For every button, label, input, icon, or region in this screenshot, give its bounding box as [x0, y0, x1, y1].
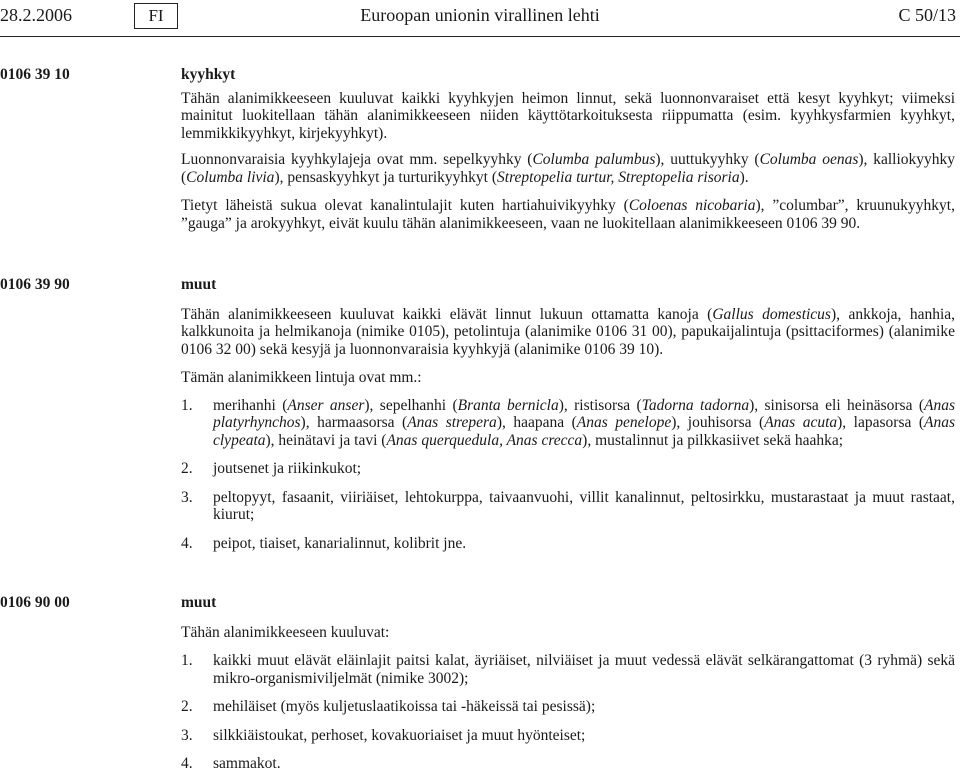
section-body [181, 276, 955, 552]
section-body [181, 594, 955, 773]
journal-title: Euroopan unionin virallinen lehti [360, 5, 600, 25]
page-number: C 50/13 [898, 5, 956, 25]
section-body [181, 66, 955, 232]
list-item: 1. kaikki muut elävät eläinlajit paitsi kalat, äyriäiset, nilviäiset ja muut vedessä elävät selkärangattomat (3 ryhmä) sekä mikro-organismiviljelmät (nimike 3002); [181, 652, 955, 687]
header-date: 28.2.2006 [0, 5, 72, 25]
list-item: 3. peltopyyt, fasaanit, viiriäiset, lehtokurppa, taivaanvuohi, villit kanalinnut, peltosirkku, mustarastaat ja muut rastaat, kiurut; [181, 488, 955, 523]
section-heading: muut [181, 276, 217, 293]
section-code: 0106 39 90 [0, 276, 70, 293]
paragraph: Luonnonvaraisia kyyhkylajeja ovat mm. sepelkyyhky (Columba palumbus), uuttukyyhky (Columba oenas), kalliokyyhky (Columba livia), pensaskyyhkyt ja turturikyyhkyt (Streptopelia turtur, Streptopelia risoria). [181, 151, 956, 186]
paragraph: Tietyt läheistä sukua olevat kanalintulajit kuten hartiahuivikyyhky (Coloenas nicobaria), ”columbar”, kruunukyyhkyt, ”gauga” ja arokyyhkyt, eivät kuulu tähän alanimikkeeseen, vaan ne luokitellaan alanimikkeeseen 0106 39 90. [181, 197, 955, 232]
list-item: 1. merihanhi (Anser anser), sepelhanhi (Branta bernicla), ristisorsa (Tadorna tadorna), sinisorsa eli heinäsorsa (Anas platyrhynchos), harmaasorsa (Anas strepera), haapana (Anas penelope), jouhisorsa (Anas acuta), lapasorsa (Anas clypeata), heinätavi ja tavi (Anas querquedula, Anas crecca), mustalinnut ja pilkkasiivet sekä haahka; [181, 396, 956, 449]
paragraph: Tähän alanimikkeeseen kuuluvat: [181, 623, 390, 641]
paragraph: Tämän alanimikkeen lintuja ovat mm.: [181, 369, 422, 386]
section-code: 0106 90 00 [0, 594, 70, 611]
list-item: 3. silkkiäistoukat, perhoset, kovakuoriaiset ja muut hyönteiset; [181, 726, 586, 744]
language-box: FI [134, 3, 178, 29]
page-header [0, 0, 960, 34]
paragraph: Tähän alanimikkeeseen kuuluvat kaikki kyyhkyjen heimon linnut, sekä luonnonvaraiset että kesyt kyyhkyt; viimeksi mainitut luokitellaan tähän alanimikkeeseen niiden käyttötarkoituksesta riippumatta (esim. kyyhkysfarmien kyyhkyt, lemmikkikyyhkyt, kirjekyyhkyt). [181, 89, 955, 142]
section-heading: kyyhkyt [181, 66, 236, 83]
list-item: 4. peipot, tiaiset, kanarialinnut, kolibrit jne. [181, 534, 467, 552]
list-item: 4. sammakot. [181, 755, 281, 772]
list-item: 2. mehiläiset (myös kuljetuslaatikoissa tai -häkeissä tai pesissä); [181, 698, 596, 715]
header-rule [0, 36, 960, 37]
list-item: 2. joutsenet ja riikinkukot; [181, 460, 362, 477]
section-code: 0106 39 10 [0, 66, 70, 83]
paragraph: Tähän alanimikkeeseen kuuluvat kaikki elävät linnut lukuun ottamatta kanoja (Gallus domesticus), ankkoja, hanhia, kalkkunoita ja helmikanoja (nimike 0105), petolintuja (alanimike 0106 31 00), papukaijalintuja (psittaciformes) (alanimike 0106 32 00) sekä kesyjä ja luonnonvaraisia kyyhkyjä (alanimike 0106 39 10). [181, 305, 956, 358]
section-heading: muut [181, 594, 217, 611]
